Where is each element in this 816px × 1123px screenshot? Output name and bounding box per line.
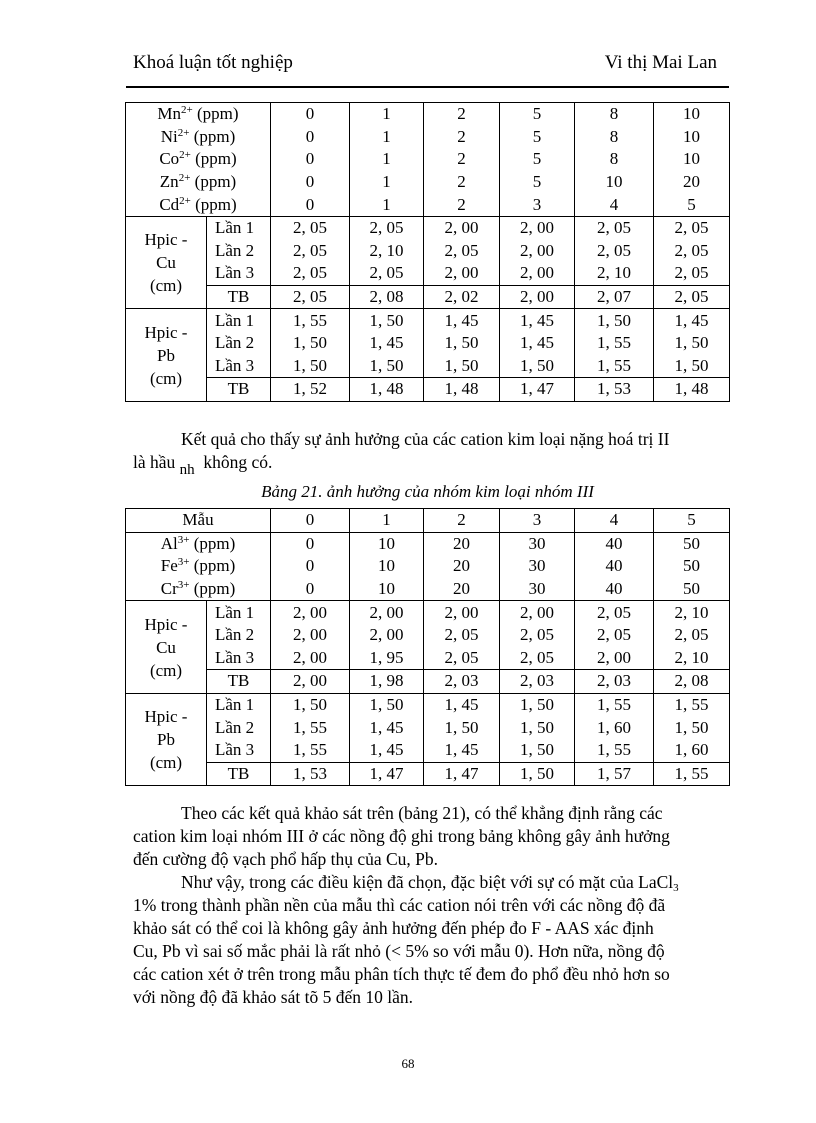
header-cell: 2	[424, 509, 500, 533]
header-author: Vi thị Mai Lan	[604, 52, 717, 73]
table-cell: 10	[654, 148, 730, 171]
ion-unit: (ppm)	[190, 194, 237, 214]
page-number: 68	[401, 1056, 415, 1071]
text-fragment: không có.	[203, 452, 273, 472]
table-row	[126, 693, 730, 716]
group-label-line: Pb	[157, 729, 175, 749]
table-cell: 1, 47	[350, 762, 424, 786]
table-row	[126, 216, 730, 239]
table-row	[126, 262, 730, 285]
table-cell: 2, 08	[654, 670, 730, 694]
group-label-line: Cu	[156, 253, 176, 273]
table-cell: 2, 03	[500, 670, 575, 694]
table-cell: 2, 00	[424, 262, 500, 285]
ion-charge: 2+	[179, 194, 191, 207]
table-cell: 0	[271, 578, 350, 601]
table-cell: 2, 03	[424, 670, 500, 694]
ion-label	[126, 532, 271, 555]
table-cell: 2, 05	[350, 262, 424, 285]
group-label	[126, 601, 207, 693]
ion-unit: (ppm)	[189, 579, 236, 599]
table-cell: 2, 05	[575, 216, 654, 239]
table-cell: 10	[575, 171, 654, 194]
group-label-line: Cu	[156, 637, 176, 657]
group-label-line: (cm)	[149, 276, 183, 296]
table-row	[126, 762, 730, 786]
table-cell: 2, 03	[575, 670, 654, 694]
group-label-line: Hpic -	[144, 614, 188, 634]
header-cell: 5	[654, 509, 730, 533]
table-cell: 2, 10	[575, 262, 654, 285]
ion-element: Co	[159, 149, 180, 169]
table-cell: 1, 50	[271, 355, 350, 378]
table-caption: Bảng 21. ảnh hưởng của nhóm kim loại nhóm III	[261, 482, 594, 501]
table-cell: 2, 00	[271, 647, 350, 670]
table-cell: 1, 55	[575, 355, 654, 378]
paragraph-line: Theo các kết quả khảo sát trên (bảng 21), có thể khẳng định rằng các	[181, 803, 663, 823]
table-cell: 2	[424, 193, 500, 216]
table-cell: 2	[424, 148, 500, 171]
table-row	[126, 285, 730, 309]
table-cell: 4	[575, 193, 654, 216]
table-row	[126, 355, 730, 378]
table-row	[126, 739, 730, 762]
table-cell: 50	[654, 578, 730, 601]
ion-unit: (ppm)	[190, 149, 237, 169]
table-cell: 1, 45	[350, 716, 424, 739]
table-cell: 2	[424, 126, 500, 149]
ion-element: Cd	[159, 194, 180, 214]
table-cell: 2, 10	[654, 647, 730, 670]
table-cell: 1, 50	[424, 355, 500, 378]
table-cell: 50	[654, 555, 730, 578]
table-cell: 1, 48	[654, 378, 730, 402]
subscript: 3	[673, 882, 679, 894]
table-cell: 1, 55	[271, 309, 350, 332]
table-cell: 2, 05	[500, 647, 575, 670]
table-cell: 0	[271, 193, 350, 216]
group-label-line: Pb	[157, 345, 175, 365]
table-cell: 1, 45	[424, 739, 500, 762]
text-fragment: nh	[179, 462, 195, 478]
table-cell: 0	[271, 126, 350, 149]
table-cell: 5	[500, 148, 575, 171]
group-label	[126, 693, 207, 785]
table-cell: 10	[350, 578, 424, 601]
header-cell: 4	[575, 509, 654, 533]
ion-label	[126, 555, 271, 578]
table-cell: 1	[350, 171, 424, 194]
header-cell: 3	[500, 509, 575, 533]
ion-label	[126, 171, 271, 194]
table-cell: 2, 05	[654, 624, 730, 647]
table-cell: 30	[500, 578, 575, 601]
table-cell: 2, 00	[350, 624, 424, 647]
table-cell: 20	[424, 555, 500, 578]
text-fragment: Như vậy, trong các điều kiện đã chọn, đặc biệt với sự có mặt của LaCl	[181, 872, 674, 892]
trial-label: Lần 1	[207, 309, 271, 332]
table-cell: 2, 05	[575, 624, 654, 647]
trial-label: Lần 1	[207, 601, 271, 624]
ion-charge: 2+	[181, 104, 193, 117]
trial-label: Lần 2	[207, 332, 271, 355]
table-cell: 50	[654, 532, 730, 555]
header-label: Mẫu	[126, 509, 271, 533]
trial-label: Lần 3	[207, 355, 271, 378]
table-row	[126, 332, 730, 355]
table-cell: 2, 05	[350, 216, 424, 239]
group-label-line: Hpic -	[144, 322, 188, 342]
table-cell: 5	[500, 103, 575, 126]
table-cell: 1, 57	[575, 762, 654, 786]
table-cell: 1, 50	[271, 693, 350, 716]
trial-label: TB	[207, 762, 271, 786]
ion-element: Ni	[160, 126, 178, 146]
paragraph-line: đến cường độ vạch phổ hấp thụ của Cu, Pb.	[133, 849, 439, 869]
table-cell: 1, 50	[654, 355, 730, 378]
ion-row	[126, 148, 730, 171]
table-cell: 1, 55	[271, 716, 350, 739]
table-cell: 1, 45	[350, 332, 424, 355]
table-cell: 2, 00	[500, 285, 575, 309]
table-cell: 10	[350, 532, 424, 555]
ion-label	[126, 126, 271, 149]
table-cell: 1, 55	[575, 739, 654, 762]
table-cell: 1, 50	[575, 309, 654, 332]
table-cell: 1, 45	[654, 309, 730, 332]
table-cell: 5	[500, 126, 575, 149]
table-cell: 1, 50	[500, 716, 575, 739]
paragraph-line: cation kim loại nhóm III ở các nồng độ ghi trong bảng không gây ảnh hưởng	[133, 826, 670, 846]
table-cell: 1, 45	[424, 693, 500, 716]
ion-row	[126, 193, 730, 216]
ion-label	[126, 193, 271, 216]
trial-label: TB	[207, 670, 271, 694]
table-cell: 40	[575, 532, 654, 555]
table-cell: 1, 50	[500, 762, 575, 786]
table-cell: 10	[654, 103, 730, 126]
table-cell: 2, 00	[350, 601, 424, 624]
table-cell: 1, 50	[350, 693, 424, 716]
table-row	[126, 309, 730, 332]
ion-unit: (ppm)	[190, 172, 237, 192]
table-cell: 2, 00	[424, 216, 500, 239]
table-cell: 1, 50	[350, 309, 424, 332]
table-cell: 1	[350, 193, 424, 216]
table-cell: 1	[350, 126, 424, 149]
table-cell: 2, 05	[575, 240, 654, 263]
table-cell: 2, 05	[575, 601, 654, 624]
paragraph-line: với nồng độ đã khảo sát tõ 5 đến 10 lần.	[133, 987, 413, 1007]
table-cell: 1, 55	[654, 762, 730, 786]
table-row	[126, 378, 730, 402]
trial-label: Lần 3	[207, 262, 271, 285]
trial-label: Lần 2	[207, 240, 271, 263]
table-cell: 1, 50	[500, 739, 575, 762]
table-cell: 20	[424, 578, 500, 601]
ion-element: Cr	[160, 579, 178, 599]
table-cell: 1, 52	[271, 378, 350, 402]
table-cell: 1, 55	[654, 693, 730, 716]
table-cell: 2, 05	[424, 624, 500, 647]
table-cell: 1, 50	[500, 355, 575, 378]
table-cell: 1, 45	[424, 309, 500, 332]
table-cell: 2, 08	[350, 285, 424, 309]
table-cell: 2, 00	[500, 262, 575, 285]
table-cell: 1, 55	[575, 693, 654, 716]
table-cell: 2, 00	[424, 601, 500, 624]
table-cell: 30	[500, 532, 575, 555]
table-row	[126, 647, 730, 670]
table-cell: 2, 05	[654, 216, 730, 239]
table-row	[126, 240, 730, 263]
header-title: Khoá luận tốt nghiệp	[133, 52, 293, 73]
table-cell: 8	[575, 103, 654, 126]
table-cell: 2, 05	[271, 240, 350, 263]
table-cell: 1, 47	[500, 378, 575, 402]
table-cell: 1, 60	[654, 739, 730, 762]
table-cell: 40	[575, 555, 654, 578]
table-cell: 20	[424, 532, 500, 555]
ion-charge: 2+	[177, 126, 190, 139]
table-cell: 2, 10	[654, 601, 730, 624]
table-cell: 1, 50	[654, 716, 730, 739]
table-cell: 1, 48	[424, 378, 500, 402]
ion-unit: (ppm)	[189, 556, 236, 576]
ion-element: Al	[160, 533, 178, 553]
ion-charge: 2+	[178, 172, 191, 185]
ion-row	[126, 171, 730, 194]
header-divider	[126, 86, 729, 88]
table-cell: 2, 00	[271, 624, 350, 647]
ion-label	[126, 103, 271, 126]
table-cell: 3	[500, 193, 575, 216]
table-cell: 5	[654, 193, 730, 216]
table-cell: 0	[271, 171, 350, 194]
table-cell: 1, 55	[575, 332, 654, 355]
table-cell: 2	[424, 171, 500, 194]
table-cell: 1, 50	[350, 355, 424, 378]
group-label-line: (cm)	[149, 660, 183, 680]
ion-charge: 3+	[177, 556, 190, 569]
table-cell: 8	[575, 126, 654, 149]
table-cell: 1, 50	[424, 332, 500, 355]
table-cell: 8	[575, 148, 654, 171]
trial-label: Lần 2	[207, 716, 271, 739]
paragraph-line: Cu, Pb vì sai số mắc phải là rất nhỏ (< 5% so với mẫu 0). Hơn nữa, nồng độ	[133, 941, 665, 961]
paragraph-line: Kết quả cho thấy sự ảnh hưởng của các cation kim loại nặng hoá trị II	[181, 429, 670, 449]
table-cell: 2, 02	[424, 285, 500, 309]
table-cell: 0	[271, 148, 350, 171]
ion-element: Zn	[159, 172, 179, 192]
table-cell: 2, 05	[271, 285, 350, 309]
trial-label: TB	[207, 378, 271, 402]
table-row	[126, 601, 730, 624]
table-cell: 2, 05	[654, 262, 730, 285]
table-cell: 1, 53	[271, 762, 350, 786]
table-cell: 0	[271, 532, 350, 555]
paragraph-line: 1% trong thành phần nền của mẫu thì các cation nói trên với các nồng độ đã	[133, 895, 666, 915]
table-row	[126, 670, 730, 694]
ion-charge: 2+	[179, 149, 191, 162]
ion-row	[126, 103, 730, 126]
table-cell: 2, 00	[500, 216, 575, 239]
table-cell: 2, 00	[500, 240, 575, 263]
table-cell: 1, 95	[350, 647, 424, 670]
table-cell: 2, 07	[575, 285, 654, 309]
trial-label: Lần 1	[207, 216, 271, 239]
table-cell: 2, 05	[654, 285, 730, 309]
table-metals-group3	[125, 508, 730, 786]
table-cell: 20	[654, 171, 730, 194]
table-cell: 10	[350, 555, 424, 578]
trial-label: Lần 1	[207, 693, 271, 716]
table-cell: 1, 50	[271, 332, 350, 355]
group-label-line: Hpic -	[144, 230, 188, 250]
table-cell: 40	[575, 578, 654, 601]
table-cell: 2, 05	[271, 262, 350, 285]
trial-label: Lần 3	[207, 647, 271, 670]
table-cell: 30	[500, 555, 575, 578]
ion-element: Mn	[157, 104, 182, 124]
table-cell: 1, 45	[500, 332, 575, 355]
table-row	[126, 716, 730, 739]
table-cell: 1, 48	[350, 378, 424, 402]
text-fragment: là hầu	[133, 452, 176, 472]
paragraph-result-1	[133, 428, 723, 478]
table-cell: 1, 98	[350, 670, 424, 694]
table-cell: 2, 05	[500, 624, 575, 647]
table-cell: 2	[424, 103, 500, 126]
paragraph-conclusion	[133, 802, 723, 1009]
paragraph-line	[133, 452, 273, 478]
table-cell: 1, 55	[271, 739, 350, 762]
ion-unit: (ppm)	[189, 533, 236, 553]
ion-unit: (ppm)	[192, 104, 239, 124]
ion-row	[126, 126, 730, 149]
table-cell: 1, 53	[575, 378, 654, 402]
table-cell: 1, 60	[575, 716, 654, 739]
table-cell: 1	[350, 148, 424, 171]
table-cell: 5	[500, 171, 575, 194]
table-cell: 1, 45	[500, 309, 575, 332]
table-cell: 2, 10	[350, 240, 424, 263]
ion-label	[126, 148, 271, 171]
ion-row	[126, 578, 730, 601]
table-header-row	[126, 509, 730, 533]
group-label-line: (cm)	[149, 368, 183, 388]
table-cell: 2, 00	[271, 601, 350, 624]
table-cell: 2, 05	[654, 240, 730, 263]
table-cell: 1	[350, 103, 424, 126]
table-cell: 1, 47	[424, 762, 500, 786]
ion-row	[126, 532, 730, 555]
paragraph-line: các cation xét ở trên trong mẫu phân tích thực tế đem đo phổ đều nhỏ hơn so	[133, 964, 670, 984]
table-cell: 2, 05	[424, 647, 500, 670]
ion-charge: 3+	[177, 579, 190, 592]
table-cell: 2, 00	[271, 670, 350, 694]
group-label-line: Hpic -	[144, 706, 188, 726]
paragraph-line	[133, 871, 723, 894]
group-label	[126, 216, 207, 308]
table-cell: 1, 50	[500, 693, 575, 716]
table-cell: 1, 50	[424, 716, 500, 739]
trial-label: TB	[207, 285, 271, 309]
table-cell: 0	[271, 103, 350, 126]
table-heavy-metals-group2	[125, 102, 730, 402]
header-cell: 0	[271, 509, 350, 533]
group-label	[126, 309, 207, 401]
trial-label: Lần 2	[207, 624, 271, 647]
ion-label	[126, 578, 271, 601]
table-cell: 0	[271, 555, 350, 578]
paragraph-line: khảo sát có thể coi là không gây ảnh hưởng đến phép đo F - AAS xác định	[133, 918, 654, 938]
ion-unit: (ppm)	[189, 126, 236, 146]
table-cell: 10	[654, 126, 730, 149]
group-label-line: (cm)	[149, 752, 183, 772]
ion-charge: 3+	[177, 533, 190, 546]
ion-row	[126, 555, 730, 578]
trial-label: Lần 3	[207, 739, 271, 762]
table-cell: 2, 00	[500, 601, 575, 624]
ion-element: Fe	[160, 556, 178, 576]
table-cell: 2, 05	[424, 240, 500, 263]
table-cell: 1, 45	[350, 739, 424, 762]
table-cell: 1, 50	[654, 332, 730, 355]
table-cell: 2, 00	[575, 647, 654, 670]
table-row	[126, 624, 730, 647]
table-cell: 2, 05	[271, 216, 350, 239]
header-cell: 1	[350, 509, 424, 533]
